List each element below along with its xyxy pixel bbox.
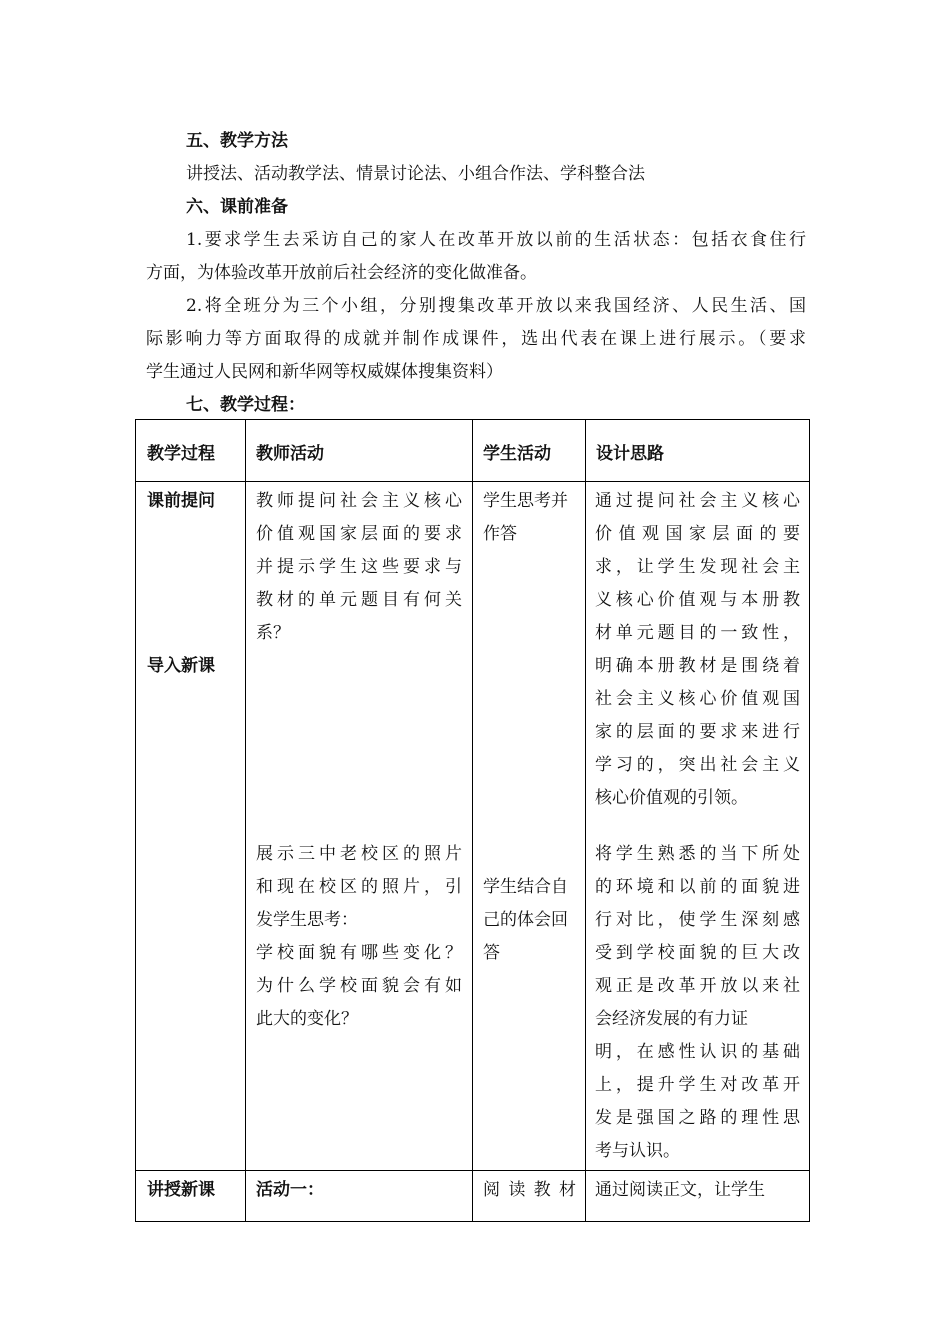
student2-line: 学生结合自 [483, 877, 568, 897]
student2-line: 己的体会回 [483, 910, 568, 930]
stage-pre-question: 课前提问 [147, 491, 215, 511]
design2-line: 将学生熟悉的当下所处 [595, 844, 800, 864]
student1-line: 作答 [483, 524, 517, 544]
design1-line: 核心价值观的引领。 [595, 788, 748, 808]
design1-line: 义核心价值观与本册教 [595, 590, 800, 610]
student-read-textbook: 阅读教材 [483, 1180, 576, 1200]
table-header-row [136, 420, 810, 482]
teacher2-line: 学校面貌有哪些变化？ [256, 943, 462, 963]
design2-line: 发是强国之路的理性思 [595, 1108, 800, 1128]
student1-line: 学生思考并 [483, 491, 568, 511]
section6-heading: 六、课前准备 [186, 197, 288, 217]
design2-line: 会经济发展的有力证 [595, 1009, 748, 1029]
section6-item1-line1: 1.要求学生去采访自己的家人在改革开放以前的生活状态：包括衣食住行 [186, 230, 806, 250]
design2-line: 观正是改革开放以来社 [595, 976, 800, 996]
design1-line: 明确本册教材是围绕着 [595, 656, 800, 676]
section6-item2-line1: 2.将全班分为三个小组，分别搜集改革开放以来我国经济、人民生活、国 [186, 296, 806, 316]
design1-line: 价值观国家层面的要 [595, 524, 800, 544]
teacher2-line: 此大的变化？ [256, 1009, 358, 1029]
design1-line: 求，让学生发现社会主 [595, 557, 800, 577]
section5-text: 讲授法、活动教学法、情景讨论法、小组合作法、学科整合法 [186, 164, 645, 184]
design1-line: 学习的，突出社会主义 [595, 755, 800, 775]
design2-line: 上，提升学生对改革开 [595, 1075, 800, 1095]
design2-line: 行对比，使学生深刻感 [595, 910, 800, 930]
teacher1-line: 系？ [256, 623, 290, 643]
design2-line: 考与认识。 [595, 1141, 680, 1161]
table-row [136, 482, 810, 1171]
teacher2-line: 为什么学校面貌会有如 [256, 976, 462, 996]
teacher2-line: 发学生思考： [256, 910, 358, 930]
design1-line: 家的层面的要求来进行 [595, 722, 800, 742]
teacher2-line: 展示三中老校区的照片 [256, 844, 462, 864]
design2-line: 受到学校面貌的巨大改 [595, 943, 800, 963]
design1-line: 材单元题目的一致性， [595, 623, 800, 643]
table-row [136, 1171, 810, 1222]
design2-line: 明，在感性认识的基础 [595, 1042, 800, 1062]
stage-introduction: 导入新课 [147, 656, 215, 676]
teacher2-line: 和现在校区的照片，引 [256, 877, 462, 897]
section7-heading: 七、教学过程： [186, 395, 305, 415]
design-read-text: 通过阅读正文，让学生 [595, 1180, 765, 1200]
teacher1-line: 价值观国家层面的要求 [256, 524, 462, 544]
teacher1-line: 并提示学生这些要求与 [256, 557, 462, 577]
header-teacher: 教师活动 [256, 444, 324, 464]
header-design: 设计思路 [596, 444, 664, 464]
section6-item1-line2: 方面，为体验改革开放前后社会经济的变化做准备。 [146, 263, 537, 283]
design1-line: 通过提问社会主义核心 [595, 491, 800, 511]
teacher-activity-one: 活动一： [256, 1180, 324, 1200]
teacher1-line: 教师提问社会主义核心 [256, 491, 462, 511]
stage-new-lesson: 讲授新课 [147, 1180, 215, 1200]
student2-line: 答 [483, 943, 500, 963]
section5-heading: 五、教学方法 [186, 131, 288, 151]
header-student: 学生活动 [483, 444, 551, 464]
teacher1-line: 教材的单元题目有何关 [256, 590, 462, 610]
design1-line: 社会主义核心价值观国 [595, 689, 800, 709]
teaching-process-table [135, 419, 810, 1222]
section6-item2-line2: 际影响力等方面取得的成就并制作成课件，选出代表在课上进行展示。（要求 [146, 329, 806, 349]
section6-item2-line3: 学生通过人民网和新华网等权威媒体搜集资料） [146, 362, 503, 382]
header-stage: 教学过程 [147, 444, 215, 464]
design2-line: 的环境和以前的面貌进 [595, 877, 800, 897]
